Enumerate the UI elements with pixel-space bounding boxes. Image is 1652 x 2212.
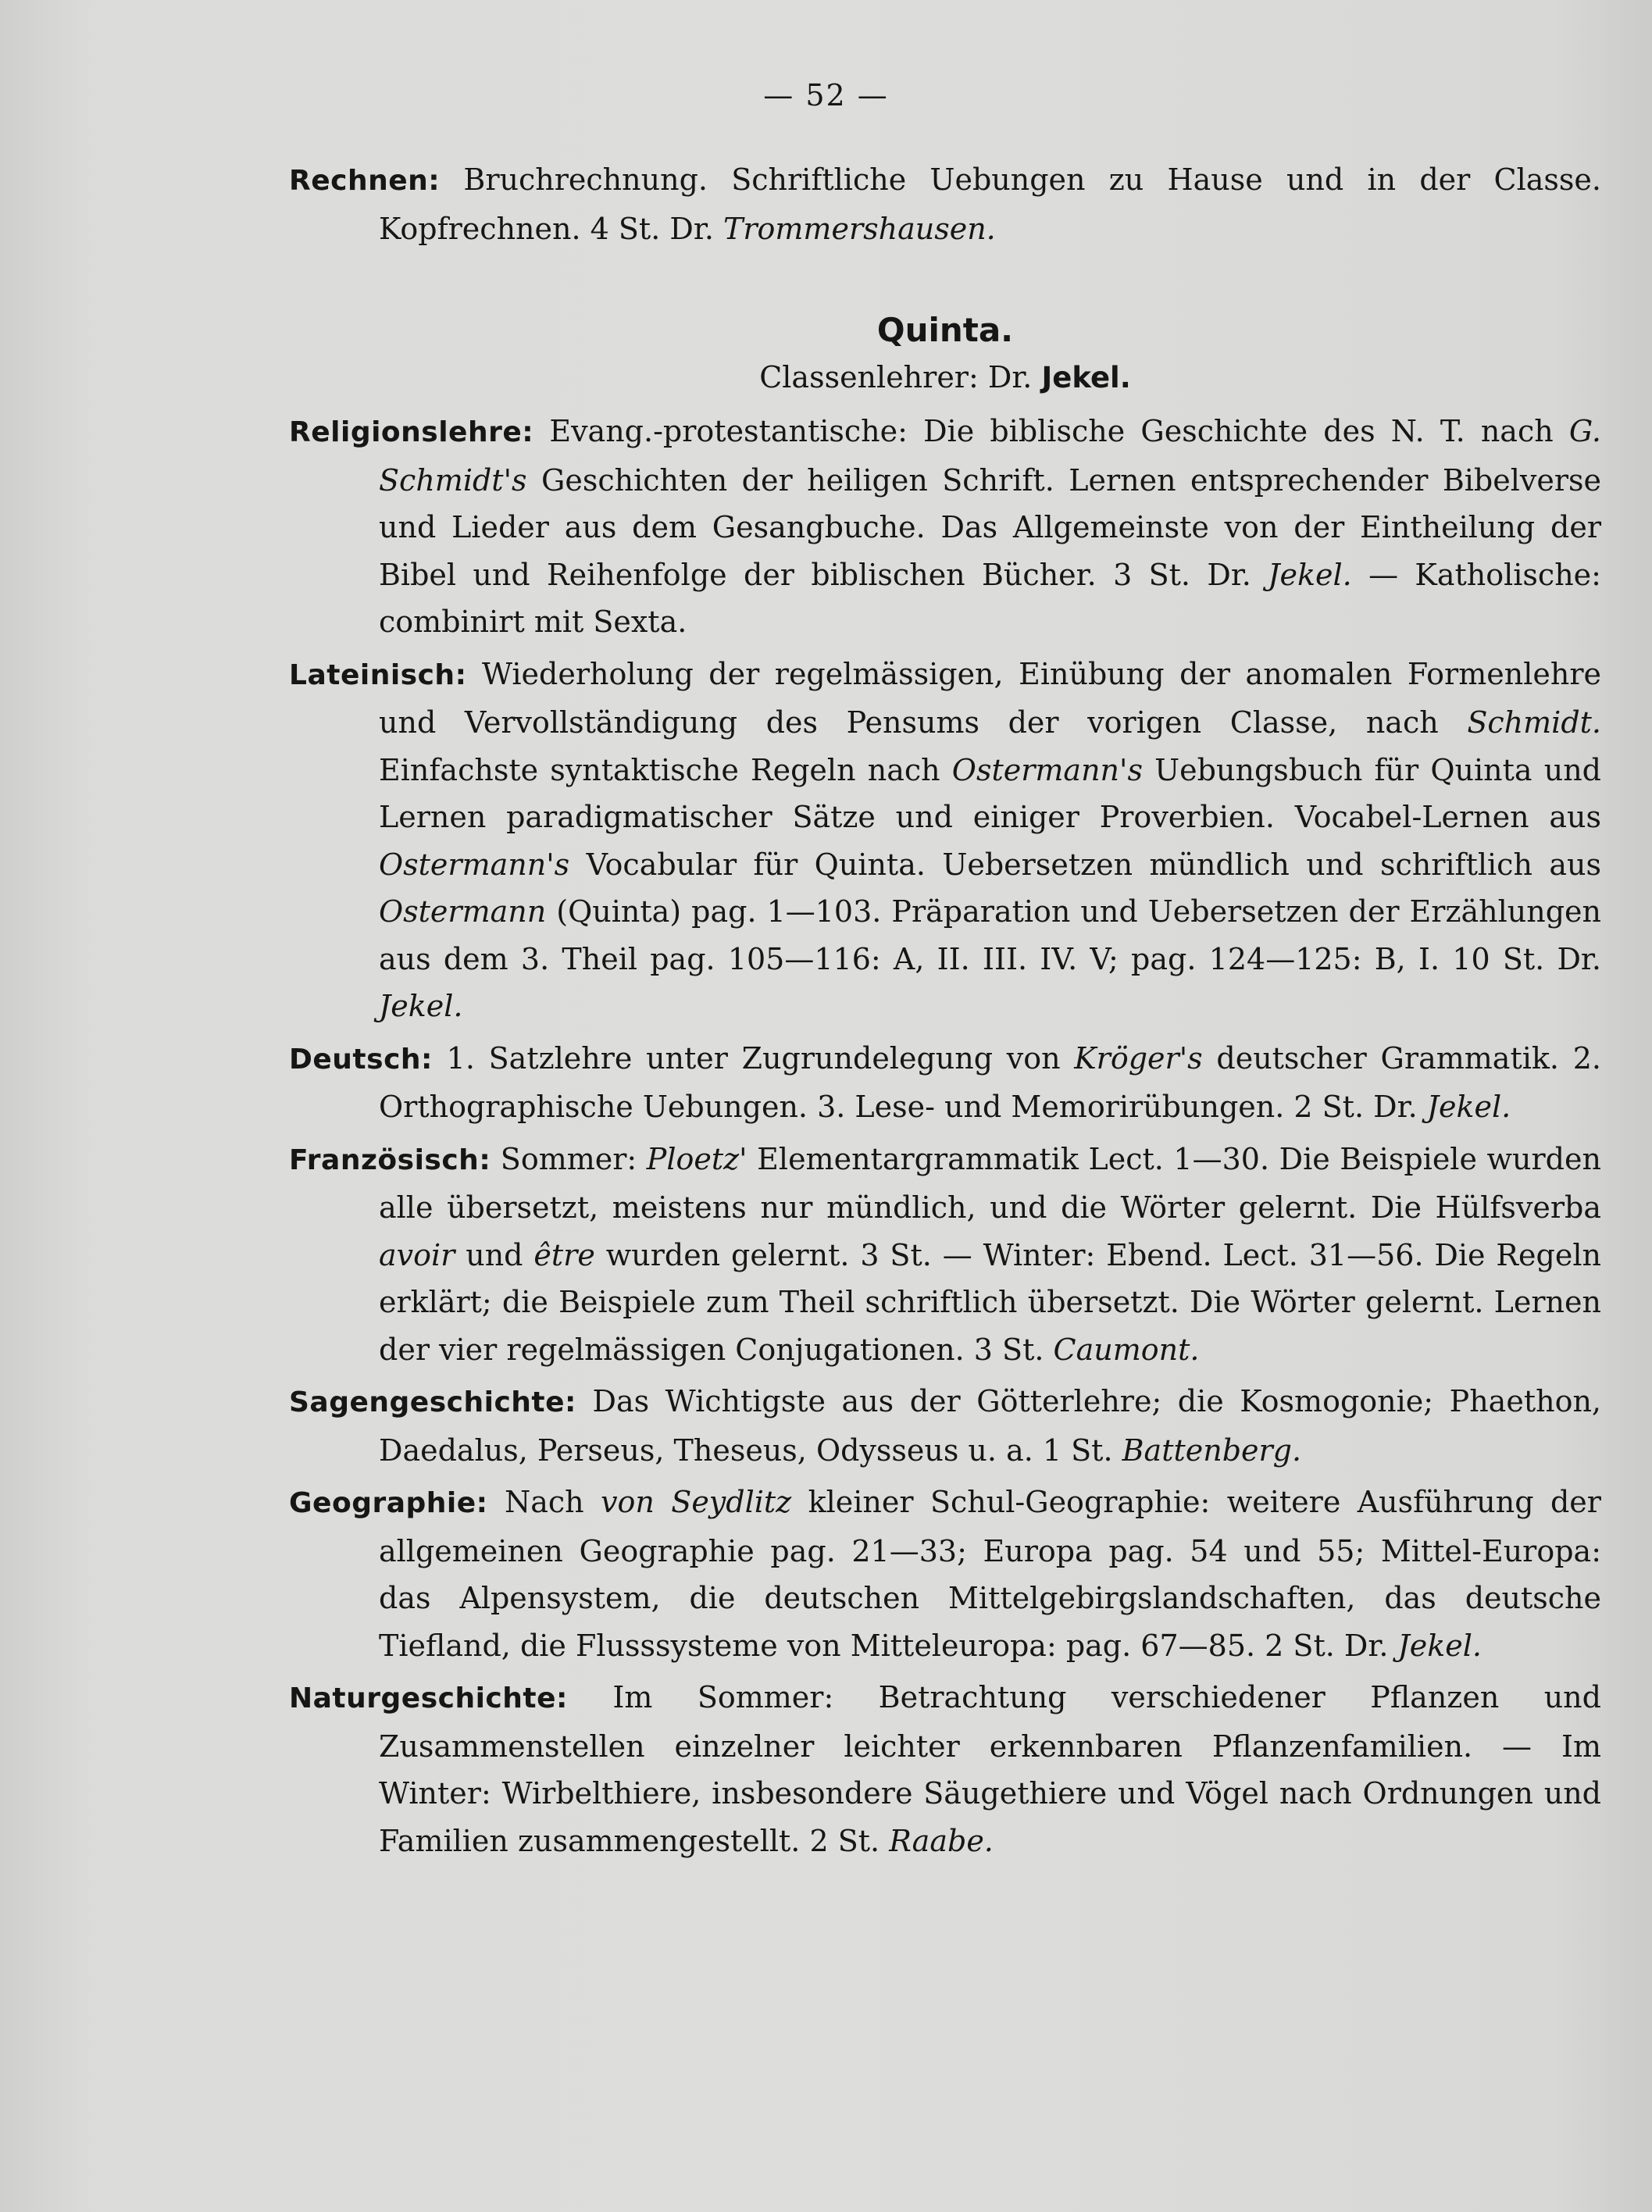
section-title: Quinta. xyxy=(876,311,1014,349)
subject-label: Rechnen: xyxy=(289,165,441,197)
subject-label: Lateinisch: xyxy=(289,658,467,691)
entry-text: Vocabular für Quinta. Uebersetzen mündlich und schriftlich aus xyxy=(586,847,1601,882)
book-author: Ostermann's xyxy=(951,752,1143,787)
french-word: avoir xyxy=(379,1237,455,1272)
page-body xyxy=(289,156,1601,1864)
entry-text: (Quinta) pag. 1—103. Präparation und Uebersetzen der Erzählungen aus dem 3. Theil pag. 105—116: A, II. III. IV. V; pag. 124—125: B, I. 10 St. Dr. xyxy=(379,894,1601,976)
entry-text: wurden gelernt. 3 St. — Winter: Ebend. Lect. 31—56. Die Regeln erklärt; die Beispiele zum Theil schriftlich übersetzt. Die Wörter gelernt. Lernen der vier regelmässigen Conjugationen. 3 St. xyxy=(379,1237,1601,1367)
class-teacher-label: Classenlehrer: Dr. xyxy=(759,360,1033,394)
entry-text: 1. Satzlehre unter Zugrundelegung von xyxy=(446,1040,1061,1076)
entry-text: Geschichten der heiligen Schrift. Lernen entsprechender Bibelverse und Lieder aus dem Gesangbuche. Das Allgemeinste von der Eintheilung der Bibel und Reihenfolge der biblischen Bücher. 3 St. Dr. xyxy=(379,462,1601,592)
entry-text: und xyxy=(466,1237,523,1272)
teacher-name: Jekel. xyxy=(1397,1628,1482,1663)
teacher-name: Caumont. xyxy=(1053,1332,1200,1367)
book-author: Kröger's xyxy=(1074,1040,1203,1076)
book-author: Ploetz' xyxy=(646,1141,748,1176)
entry-deutsch xyxy=(289,1035,1601,1131)
book-author: Ostermann's xyxy=(379,847,570,882)
subject-label: Französisch: xyxy=(289,1143,491,1176)
entry-naturgeschichte xyxy=(289,1674,1601,1864)
subject-label: Geographie: xyxy=(289,1487,488,1519)
subject-label: Religionslehre: xyxy=(289,416,534,448)
teacher-name: Raabe. xyxy=(889,1823,994,1858)
entry-text: Wiederholung der regelmässigen, Einübung der anomalen Formenlehre und Vervollständigung des Pensums der vorigen Classe, nach xyxy=(379,656,1601,740)
teacher-name: Jekel. xyxy=(1268,557,1352,592)
french-word: être xyxy=(533,1237,595,1272)
entry-text: Bruchrechnung. Schriftliche Uebungen zu Hause und in der Classe. Kopfrechnen. 4 St. Dr. xyxy=(379,162,1601,246)
teacher-name: Trommershausen. xyxy=(723,211,996,246)
entry-text: kleiner Schul-Geographie: weitere Ausführung der allgemeinen Geographie pag. 21—33; Europa pag. 54 und 55; Mittel-Europa: das Alpensystem, die deutschen Mittelgebirgslandschaften, das deutsche Tiefland, die Flusssysteme von Mitteleuropa: pag. 67—85. 2 St. Dr. xyxy=(379,1485,1601,1663)
entry-rechnen xyxy=(289,156,1601,252)
entry-lateinisch xyxy=(289,651,1601,1030)
entry-text: Sommer: xyxy=(500,1141,637,1176)
teacher-name: Jekel. xyxy=(1426,1090,1511,1124)
entry-sagengeschichte xyxy=(289,1378,1601,1474)
subject-label: Naturgeschichte: xyxy=(289,1682,568,1714)
entry-text: Einfachste syntaktische Regeln nach xyxy=(379,752,940,787)
subject-label: Deutsch: xyxy=(289,1043,433,1076)
entry-text: — Katholische: combinirt mit Sexta. xyxy=(379,557,1601,639)
page-number: — 52 — xyxy=(763,78,889,112)
book-author: G. Schmidt's xyxy=(379,414,1601,498)
book-author: von Seydlitz xyxy=(601,1485,792,1519)
class-teacher-line xyxy=(289,354,1601,401)
entry-text: Evang.-protestantische: Die biblische Geschichte des N. T. nach xyxy=(549,414,1554,448)
teacher-name: Jekel. xyxy=(379,989,463,1023)
entry-text: Uebungsbuch für Quinta und Lernen paradigmatischer Sätze und einiger Proverbien. Vocabel-Lernen aus xyxy=(379,752,1601,834)
entry-text: Das Wichtigste aus der Götterlehre; die Kosmogonie; Phaethon, Daedalus, Perseus, Theseus, Odysseus u. a. 1 St. xyxy=(379,1384,1601,1468)
book-author: Ostermann xyxy=(379,894,547,929)
entry-franzoesisch xyxy=(289,1136,1601,1374)
book-author: Schmidt. xyxy=(1467,705,1601,740)
entry-text: deutscher Grammatik. 2. Orthographische Uebungen. 3. Lese- und Memorirübungen. 2 St. Dr. xyxy=(379,1040,1601,1124)
class-teacher-name: Jekel. xyxy=(1041,361,1131,394)
entry-text: Im Sommer: Betrachtung verschiedener Pflanzen und Zusammenstellen einzelner leichter erkennbaren Pflanzenfamilien. — Im Winter: Wirbelthiere, insbesondere Säugethiere und Vögel nach Ordnungen und Familien zusammengestellt. 2 St. xyxy=(379,1680,1601,1858)
teacher-name: Battenberg. xyxy=(1122,1432,1302,1468)
subject-label: Sagengeschichte: xyxy=(289,1386,576,1418)
entry-geographie xyxy=(289,1479,1601,1669)
entry-text: Elementargrammatik Lect. 1—30. Die Beispiele wurden alle übersetzt, meistens nur mündlich, und die Wörter gelernt. Die Hülfsverba xyxy=(379,1141,1601,1225)
entry-religionslehre xyxy=(289,408,1601,646)
entry-text: Nach xyxy=(504,1485,584,1519)
